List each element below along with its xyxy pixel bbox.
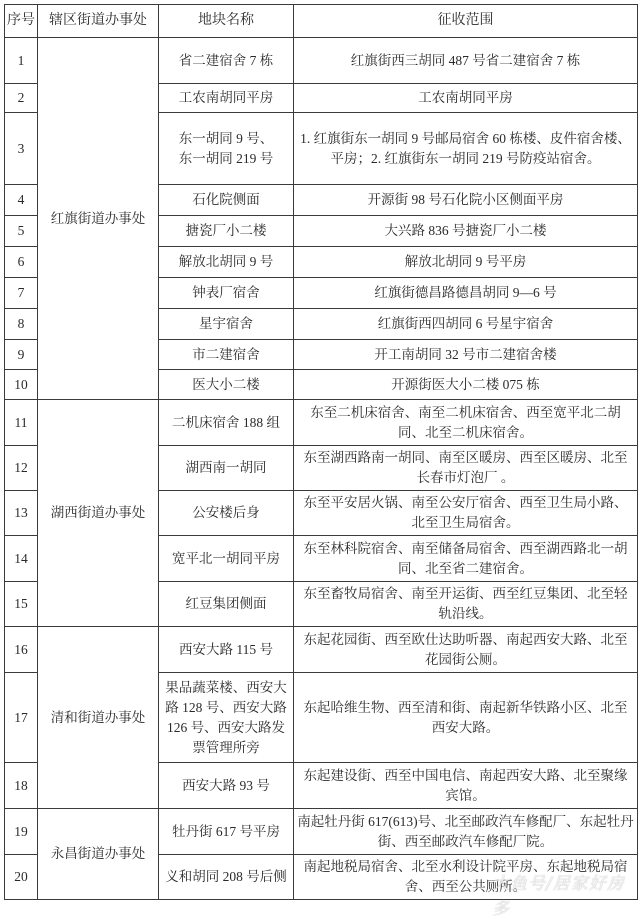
plot-name: 西安大路 115 号	[159, 627, 294, 673]
plot-name: 红豆集团侧面	[159, 582, 294, 627]
plot-name: 义和胡同 208 号后侧	[159, 855, 294, 900]
row-number: 2	[5, 84, 38, 113]
district-office: 红旗街道办事处	[38, 38, 159, 400]
header-plot: 地块名称	[159, 5, 294, 38]
header-district: 辖区街道办事处	[38, 5, 159, 38]
expropriation-scope: 东至平安居火锅、南至公安厅宿舍、西至卫生局小路、北至卫生局宿舍。	[294, 491, 638, 536]
row-number: 4	[5, 185, 38, 216]
expropriation-scope: 东至湖西路南一胡同、南至区暖房、西至区暖房、北至长春市灯泡厂 。	[294, 446, 638, 491]
row-number: 20	[5, 855, 38, 900]
row-number: 18	[5, 763, 38, 809]
plot-name: 省二建宿舍 7 栋	[159, 38, 294, 84]
row-number: 5	[5, 216, 38, 247]
table-row	[5, 400, 638, 446]
plot-name: 公安楼后身	[159, 491, 294, 536]
row-number: 1	[5, 38, 38, 84]
expropriation-scope: 东至二机床宿舍、南至二机床宿舍、西至宽平北二胡同、北至二机床宿舍。	[294, 400, 638, 446]
row-number: 17	[5, 673, 38, 763]
expropriation-scope: 南起地税局宿舍、北至水利设计院平房、东起地税局宿舍、西至公共厕所。	[294, 855, 638, 900]
expropriation-scope: 东起花园街、西至欧仕达助听器、南起西安大路、北至花园街公厕。	[294, 627, 638, 673]
row-number: 8	[5, 309, 38, 340]
plot-name: 星宇宿舍	[159, 309, 294, 340]
plot-name: 解放北胡同 9 号	[159, 247, 294, 278]
expropriation-scope: 红旗街西三胡同 487 号省二建宿舍 7 栋	[294, 38, 638, 84]
plot-name: 搪瓷厂小二楼	[159, 216, 294, 247]
row-number: 6	[5, 247, 38, 278]
district-office: 湖西街道办事处	[38, 400, 159, 627]
table-row	[5, 38, 638, 84]
plot-name: 牡丹街 617 号平房	[159, 809, 294, 855]
expropriation-scope: 1. 红旗街东一胡同 9 号邮局宿舍 60 栋楼、皮件宿舍楼、平房；2. 红旗街东一胡同 219 号防疫站宿舍。	[294, 113, 638, 185]
expropriation-scope: 东起哈维生物、西至清和街、南起新华铁路小区、北至西安大路。	[294, 673, 638, 763]
expropriation-scope: 开源街医大小二楼 075 栋	[294, 370, 638, 400]
watermark: 大鱼号/居家好房多	[492, 874, 625, 919]
row-number: 12	[5, 446, 38, 491]
row-number: 11	[5, 400, 38, 446]
plot-name: 宽平北一胡同平房	[159, 536, 294, 582]
expropriation-scope: 红旗街德昌路德昌胡同 9—6 号	[294, 278, 638, 309]
expropriation-scope: 开工南胡同 32 号市二建宿舍楼	[294, 340, 638, 370]
district-office: 永昌街道办事处	[38, 809, 159, 900]
table-body	[5, 38, 638, 900]
expropriation-scope: 解放北胡同 9 号平房	[294, 247, 638, 278]
expropriation-table	[4, 4, 638, 900]
expropriation-scope: 开源街 98 号石化院小区侧面平房	[294, 185, 638, 216]
table-row	[5, 809, 638, 855]
header-scope: 征收范围	[294, 5, 638, 38]
plot-name: 石化院侧面	[159, 185, 294, 216]
expropriation-scope: 东至畜牧局宿舍、南至开运街、西至红豆集团、北至轻轨沿线。	[294, 582, 638, 627]
plot-name: 钟表厂宿舍	[159, 278, 294, 309]
row-number: 9	[5, 340, 38, 370]
plot-name: 西安大路 93 号	[159, 763, 294, 809]
expropriation-scope: 红旗街西四胡同 6 号星宇宿舍	[294, 309, 638, 340]
plot-name: 市二建宿舍	[159, 340, 294, 370]
expropriation-scope: 工农南胡同平房	[294, 84, 638, 113]
row-number: 19	[5, 809, 38, 855]
plot-name: 医大小二楼	[159, 370, 294, 400]
expropriation-scope: 东至林科院宿舍、南至储备局宿舍、西至湖西路北一胡同、北至省二建宿舍。	[294, 536, 638, 582]
table-row	[5, 627, 638, 673]
row-number: 10	[5, 370, 38, 400]
plot-name: 果品蔬菜楼、西安大路 128 号、西安大路 126 号、西安大路发票管理所旁	[159, 673, 294, 763]
row-number: 13	[5, 491, 38, 536]
plot-name: 东一胡同 9 号、东一胡同 219 号	[159, 113, 294, 185]
plot-name: 工农南胡同平房	[159, 84, 294, 113]
expropriation-scope: 南起牡丹街 617(613)号、北至邮政汽车修配厂、东起牡丹街、西至邮政汽车修配厂院。	[294, 809, 638, 855]
plot-name: 二机床宿舍 188 组	[159, 400, 294, 446]
expropriation-scope: 大兴路 836 号搪瓷厂小二楼	[294, 216, 638, 247]
plot-name: 湖西南一胡同	[159, 446, 294, 491]
expropriation-scope: 东起建设街、西至中国电信、南起西安大路、北至聚缘宾馆。	[294, 763, 638, 809]
header-row	[5, 5, 638, 38]
row-number: 3	[5, 113, 38, 185]
row-number: 15	[5, 582, 38, 627]
row-number: 16	[5, 627, 38, 673]
row-number: 7	[5, 278, 38, 309]
district-office: 清和街道办事处	[38, 627, 159, 809]
row-number: 14	[5, 536, 38, 582]
header-no: 序号	[5, 5, 38, 38]
